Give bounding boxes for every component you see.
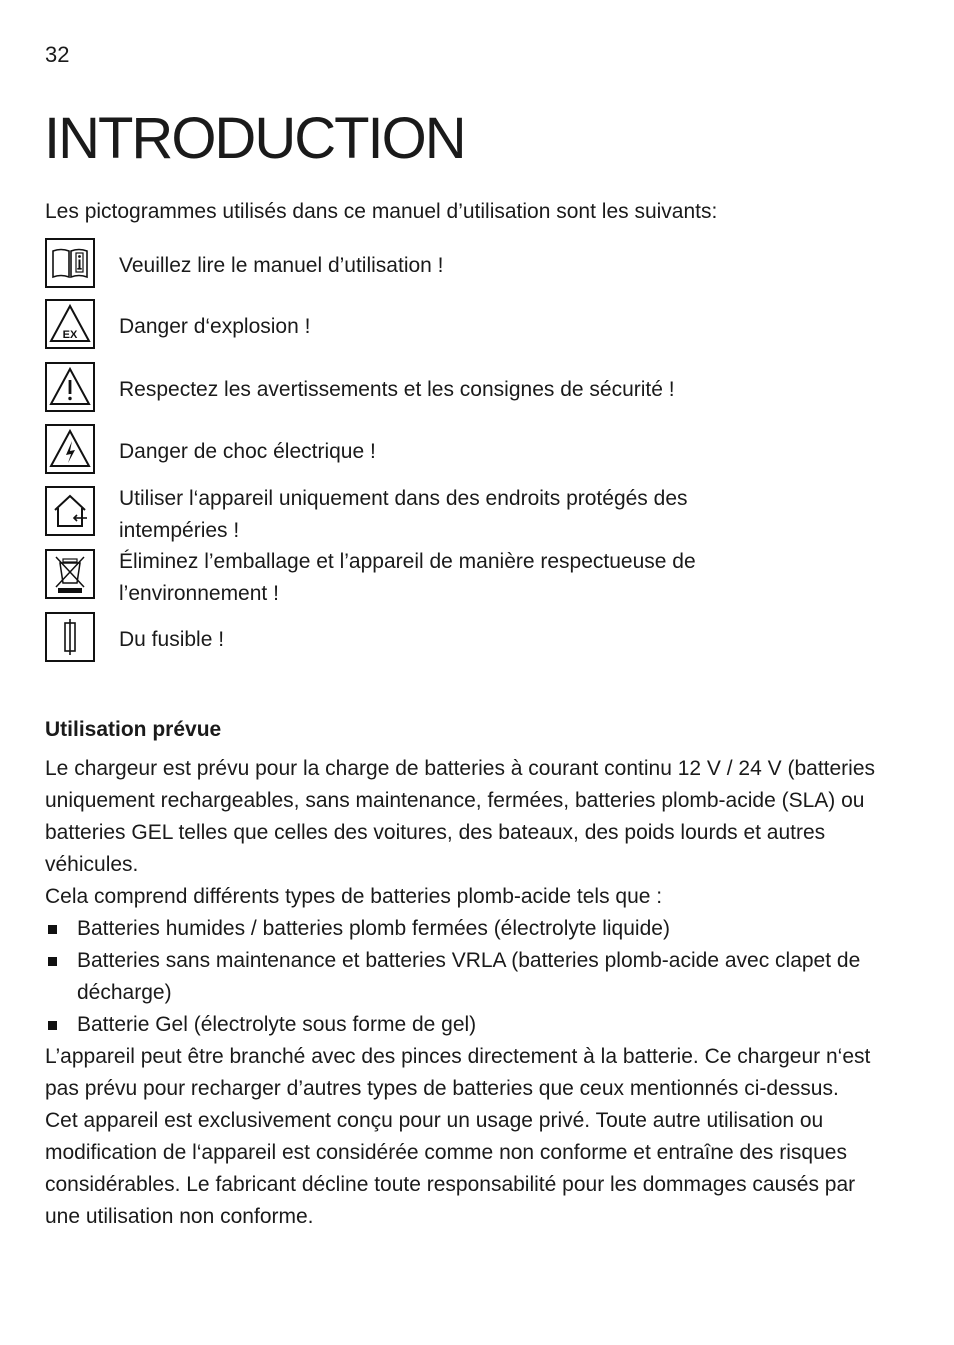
pictogram-row-electric [45, 424, 805, 478]
section-body [45, 753, 875, 1233]
pictogram-text: Danger d‘explosion ! [119, 315, 311, 338]
crossed-bin-icon [45, 549, 95, 599]
paragraph-usage-notice: L’appareil peut être branché avec des pinces directement à la batterie. Ce chargeur n‘est pas prévu pour recharger d’autres types de batteries que ceux mentionnés ci-dessus. Cet appareil est exclusivement conçu pour un usage privé. Toute autre utilisation ou modification de l‘appareil est considérée comme non conforme et entraîne des risques considérables. Le fabricant décline toute responsabilité pour les dommages causés par une utilisation non conforme. [45, 1045, 871, 1228]
page-number: 32 [45, 42, 70, 67]
pictogram-row-warning [45, 362, 805, 416]
pictogram-row-indoor [45, 486, 805, 540]
list-item: Batterie Gel (électrolyte sous forme de gel) [45, 1009, 875, 1041]
pictogram-text: Danger de choc électrique ! [119, 440, 376, 463]
electric-shock-icon [45, 424, 95, 474]
book-info-icon [45, 238, 95, 288]
pictogram-row-disposal [45, 549, 805, 603]
paragraph-battery-types: Cela comprend différents types de batteries plomb-acide tels que : [45, 885, 663, 908]
pictogram-row-explosion [45, 299, 805, 353]
list-item: Batteries humides / batteries plomb fermées (électrolyte liquide) [45, 913, 875, 945]
page-title: INTRODUCTION [44, 106, 465, 171]
explosion-icon-label: EX [62, 329, 78, 341]
indoor-use-icon [45, 486, 95, 536]
fuse-icon [45, 612, 95, 662]
warning-triangle-icon [45, 362, 95, 412]
paragraph-intended-use: Le chargeur est prévu pour la charge de batteries à courant continu 12 V / 24 V (batteries uniquement rechargeables, sans maintenance, fermées, batteries plomb-acide (SLA) ou batteries GEL telles que celles des voitures, des bateaux, des poids lourds et autres véhicules. [45, 757, 876, 876]
pictogram-text: Utiliser l‘appareil uniquement dans des endroits protégés des intempéries ! [119, 487, 688, 542]
pictogram-text: Veuillez lire le manuel d’utilisation ! [119, 254, 444, 277]
pictogram-row-fuse [45, 612, 805, 666]
pictogram-text: Du fusible ! [119, 628, 225, 651]
explosion-warning-icon [45, 299, 95, 349]
battery-type-list [45, 913, 875, 1041]
pictogram-text: Éliminez l’emballage et l’appareil de manière respectueuse de l’environnement ! [119, 550, 696, 605]
pictogram-intro: Les pictogrammes utilisés dans ce manuel d’utilisation sont les suivants: [45, 200, 718, 223]
pictogram-row-manual [45, 238, 805, 292]
section-heading: Utilisation prévue [45, 718, 222, 741]
pictogram-text: Respectez les avertissements et les consignes de sécurité ! [119, 378, 675, 401]
list-item: Batteries sans maintenance et batteries VRLA (batteries plomb-acide avec clapet de décharge) [45, 945, 875, 1009]
